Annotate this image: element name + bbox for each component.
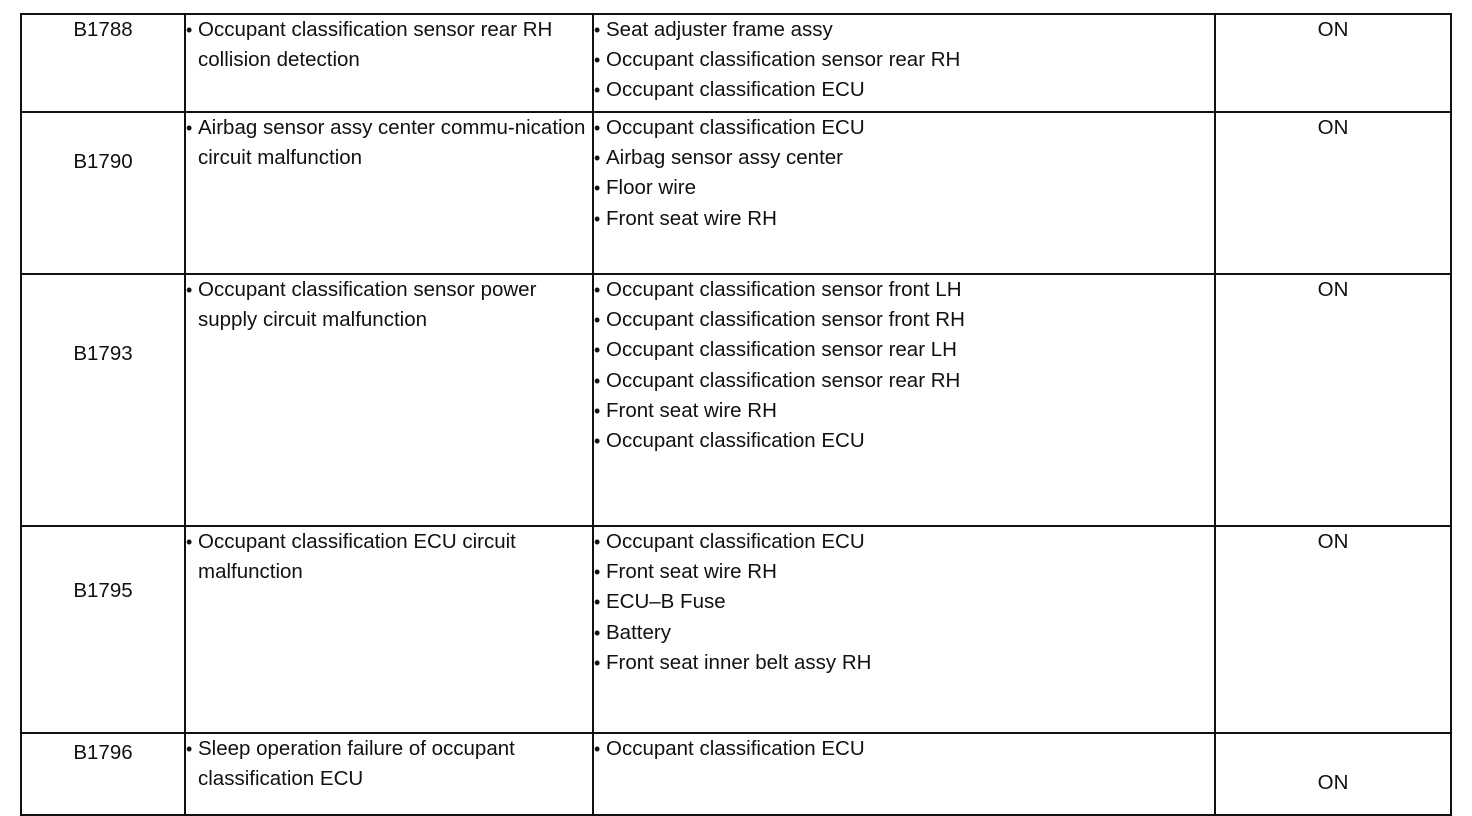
- trouble-area-item: • Occupant classification sensor front RH: [594, 305, 1214, 335]
- trouble-area-item: • Occupant classification ECU: [594, 527, 1214, 557]
- table-row: [21, 526, 1451, 733]
- trouble-area-item: • Occupant classification sensor rear RH: [594, 45, 1214, 75]
- trouble-area-item: • Occupant classification sensor front LH: [594, 275, 1214, 305]
- status-cell: [1215, 14, 1451, 112]
- trouble-area-item: • Occupant classification sensor rear LH: [594, 335, 1214, 365]
- table-row: [21, 733, 1451, 815]
- table-row: [21, 14, 1451, 112]
- detection-condition: • Sleep operation failure of occupant classification ECU: [186, 734, 592, 794]
- trouble-area-item: • Occupant classification ECU: [594, 113, 1214, 143]
- detection-condition: • Airbag sensor assy center commu-nication circuit malfunction: [186, 113, 592, 173]
- table-row: [21, 112, 1451, 274]
- trouble-area-item: • ECU–B Fuse: [594, 587, 1214, 617]
- trouble-area-cell: [593, 14, 1215, 112]
- status-value: ON: [1317, 770, 1349, 794]
- status-value: ON: [1317, 116, 1349, 139]
- dtc-code-cell: [21, 526, 185, 733]
- status-cell: [1215, 112, 1451, 274]
- trouble-area-item: • Floor wire: [594, 173, 1214, 203]
- trouble-area-item: • Seat adjuster frame assy: [594, 15, 1214, 45]
- table-row: [21, 274, 1451, 526]
- status-value: ON: [1317, 18, 1349, 41]
- detection-condition-cell: [185, 14, 593, 112]
- detection-condition: • Occupant classification sensor rear RH collision detection: [186, 15, 592, 75]
- trouble-area-item: • Occupant classification ECU: [594, 75, 1214, 105]
- status-cell: [1215, 733, 1451, 815]
- dtc-code-cell: [21, 733, 185, 815]
- status-value: ON: [1317, 278, 1349, 301]
- dtc-code: B1790: [73, 150, 133, 173]
- dtc-code-cell: [21, 274, 185, 526]
- dtc-code: B1795: [73, 579, 133, 602]
- detection-condition: • Occupant classification ECU circuit malfunction: [186, 527, 592, 587]
- trouble-area-cell: [593, 274, 1215, 526]
- status-value: ON: [1317, 530, 1349, 553]
- dtc-code-cell: [21, 14, 185, 112]
- trouble-area-item: • Occupant classification ECU: [594, 734, 1214, 764]
- trouble-area-item: • Occupant classification ECU: [594, 426, 1214, 456]
- dtc-code-cell: [21, 112, 185, 274]
- dtc-code: B1788: [73, 18, 133, 41]
- trouble-area-item: • Occupant classification sensor rear RH: [594, 366, 1214, 396]
- dtc-code: B1796: [73, 741, 133, 764]
- dtc-code: B1793: [73, 342, 133, 365]
- status-cell: [1215, 274, 1451, 526]
- status-cell: [1215, 526, 1451, 733]
- trouble-area-cell: [593, 733, 1215, 815]
- detection-condition-cell: [185, 112, 593, 274]
- trouble-area-item: • Battery: [594, 618, 1214, 648]
- trouble-area-item: • Front seat wire RH: [594, 557, 1214, 587]
- dtc-table: [20, 13, 1452, 816]
- trouble-area-item: • Front seat inner belt assy RH: [594, 648, 1214, 678]
- detection-condition-cell: [185, 274, 593, 526]
- trouble-area-cell: [593, 526, 1215, 733]
- detection-condition-cell: [185, 526, 593, 733]
- trouble-area-item: • Airbag sensor assy center: [594, 143, 1214, 173]
- detection-condition: • Occupant classification sensor power supply circuit malfunction: [186, 275, 592, 335]
- trouble-area-item: • Front seat wire RH: [594, 396, 1214, 426]
- detection-condition-cell: [185, 733, 593, 815]
- trouble-area-item: • Front seat wire RH: [594, 204, 1214, 234]
- trouble-area-cell: [593, 112, 1215, 274]
